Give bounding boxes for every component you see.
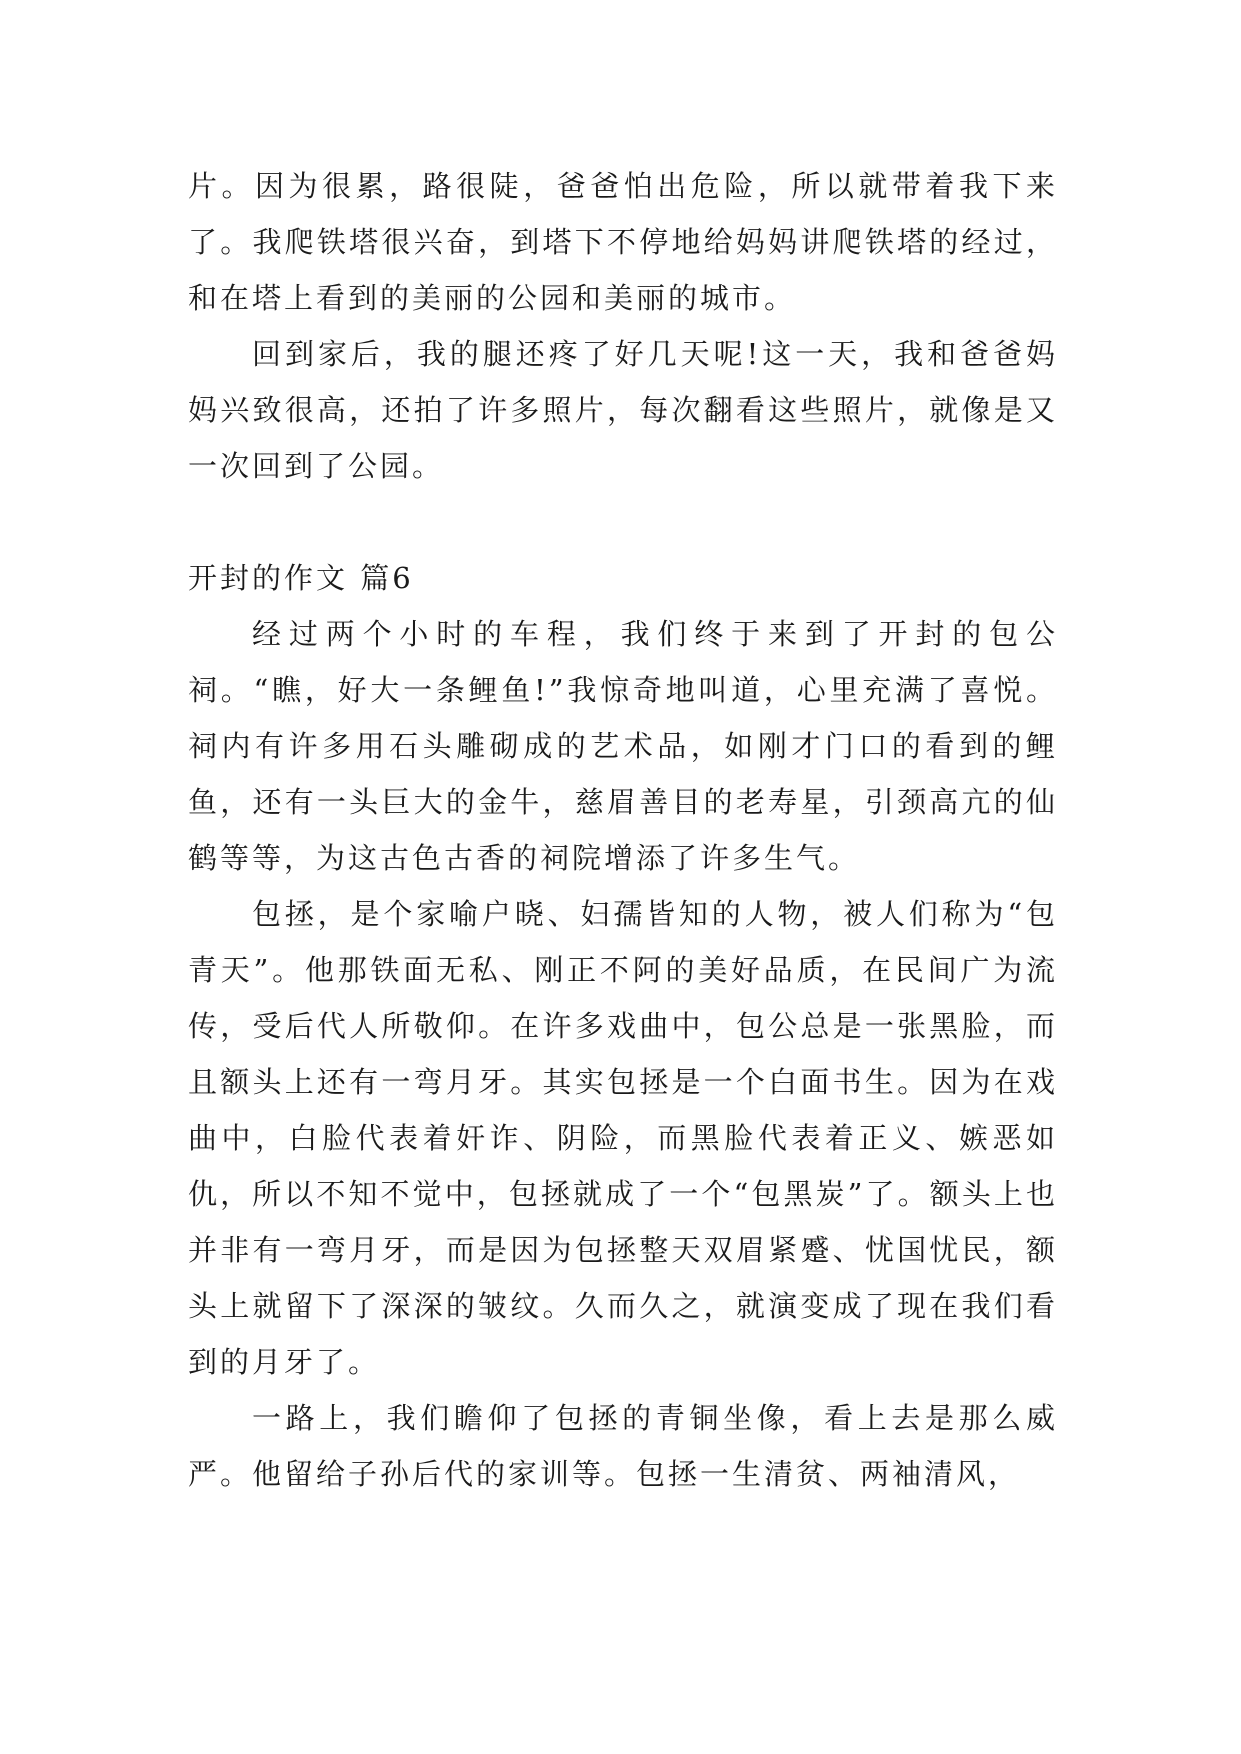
paragraph-4: 包拯，是个家喻户晓、妇孺皆知的人物，被人们称为“包青天”。他那铁面无私、刚正不阿的美好品质，在民间广为流传，受后代人所敬仰。在许多戏曲中，包公总是一张黑脸，而且额头上还有一弯月牙。其实包拯是一个白面书生。因为在戏曲中，白脸代表着奸诈、阴险，而黑脸代表着正义、嫉恶如仇，所以不知不觉中，包拯就成了一个“包黑炭”了。额头上也并非有一弯月牙，而是因为包拯整天双眉紧蹙、忧国忧民，额头上就留下了深深的皱纹。久而久之，就演变成了现在我们看到的月牙了。 [188,897,1058,1379]
paragraph-2: 回到家后，我的腿还疼了好几天呢!这一天，我和爸爸妈妈兴致很高，还拍了许多照片，每次翻看这些照片，就像是又一次回到了公园。 [188,337,1058,483]
paragraph-3: 经过两个小时的车程，我们终于来到了开封的包公祠。“瞧，好大一条鲤鱼!”我惊奇地叫道，心里充满了喜悦。祠内有许多用石头雕砌成的艺术品，如刚才门口的看到的鲤鱼，还有一头巨大的金牛，慈眉善目的老寿星，引颈高亢的仙鹤等等，为这古色古香的祠院增添了许多生气。 [188,617,1058,875]
paragraph-5: 一路上，我们瞻仰了包拯的青铜坐像，看上去是那么威严。他留给子孙后代的家训等。包拯一生清贫、两袖清风， [188,1401,1058,1491]
section-heading: 开封的作文 篇6 [188,561,414,595]
paragraph-1: 片。因为很累，路很陡，爸爸怕出危险，所以就带着我下来了。我爬铁塔很兴奋，到塔下不停地给妈妈讲爬铁塔的经过，和在塔上看到的美丽的公园和美丽的城市。 [188,169,1058,315]
document-body [188,158,1058,1502]
